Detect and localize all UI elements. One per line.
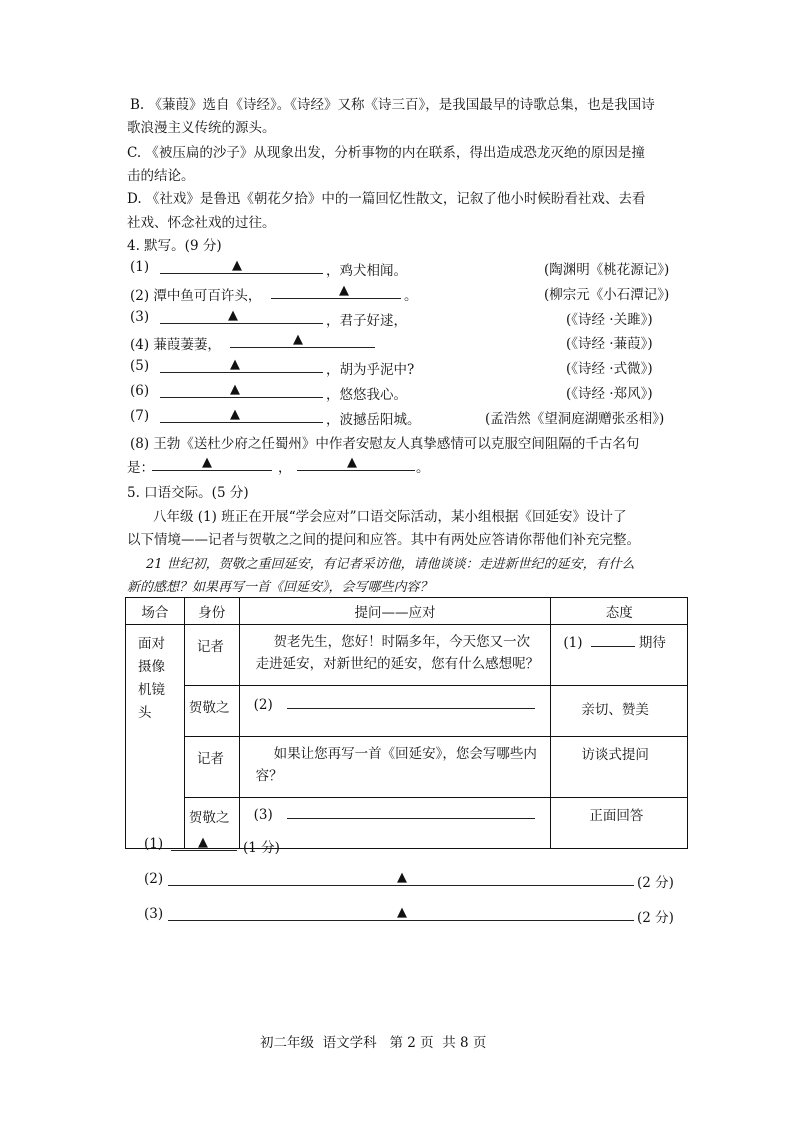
option-b-line1: B. 《蒹葭》选自《诗经》。《诗经》又称《诗三百》，是我国最早的诗歌总集，也是我国诗	[130, 97, 655, 113]
dialog-text: 贺老先生，您好！时隔多年，今天您又一次走进延安，对新世纪的延安，您有什么感想呢？	[255, 634, 540, 672]
dialog-text: 如果让您再写一首《回延安》，您会写哪些内容？	[255, 746, 537, 784]
answer-2-score: (2 分)	[637, 875, 674, 891]
table-row	[126, 686, 688, 737]
answer-3-num: (3)	[144, 906, 164, 922]
triangle-icon: ▲	[347, 455, 357, 470]
q4-item-num: (3)	[130, 309, 150, 325]
option-d-line2: 社戏、怀念社戏的过往。	[127, 215, 276, 231]
answer-1-score: (1 分)	[243, 840, 280, 856]
attitude-cell: 正面回答	[551, 798, 688, 849]
fill-blank[interactable]	[160, 357, 323, 373]
q4-item-num: (4) 蒹葭萋萋，	[130, 337, 221, 353]
q4-item-8-line1: (8) 王勃《送杜少府之任蜀州》中作者安慰友人真挚感情可以克服空间阻隔的千古名句	[130, 436, 640, 452]
page-footer: 初二年级 语文学科 第 2 页 共 8 页	[260, 1035, 487, 1051]
fill-blank[interactable]	[160, 407, 323, 423]
table-header-cell: 态度	[551, 598, 688, 625]
fill-blank[interactable]	[271, 283, 401, 299]
role-cell: 贺敬之	[184, 798, 239, 849]
triangle-icon: ▲	[339, 283, 349, 298]
occasion-cell: 面对摄像机镜头	[126, 625, 185, 849]
q4-item-8-end: 。	[416, 460, 430, 476]
dialog-cell	[239, 798, 551, 849]
triangle-icon: ▲	[202, 455, 212, 470]
q4-item-text: ，君子好逑，	[326, 313, 407, 329]
fill-blank[interactable]	[160, 382, 323, 398]
triangle-icon: ▲	[397, 905, 407, 920]
triangle-icon: ▲	[293, 332, 303, 347]
table-row	[126, 737, 688, 798]
fill-blank[interactable]	[160, 308, 323, 324]
option-d-line1: D. 《社戏》是鲁迅《朝花夕拾》中的一篇回忆性散文，记叙了他小时候盼看社戏、去看	[127, 191, 646, 207]
fill-blank[interactable]	[168, 905, 634, 921]
dialog-cell	[239, 625, 551, 686]
role-cell: 记者	[184, 737, 239, 798]
q4-item-num: (7)	[130, 408, 150, 424]
q4-item-source: (柳宗元《小石潭记》)	[544, 287, 670, 303]
triangle-icon: ▲	[198, 835, 208, 850]
triangle-icon: ▲	[397, 870, 407, 885]
dialog-cell	[239, 737, 551, 798]
triangle-icon: ▲	[228, 308, 238, 323]
q4-item-source: (《诗经 ·郑风》)	[566, 386, 653, 402]
attitude-text: 期待	[638, 635, 666, 651]
option-c-line1: C. 《被压扁的沙子》从现象出发，分析事物的内在联系，得出造成恐龙灭绝的原因是撞	[127, 145, 645, 161]
q4-item-text: ，胡为乎泥中?	[326, 362, 415, 378]
attitude-cell: 亲切、赞美	[551, 686, 688, 737]
q4-item-source: (《诗经 ·关雎》)	[566, 312, 653, 328]
triangle-icon: ▲	[230, 407, 240, 422]
q5-scene-line1: 21 世纪初，贺敬之重回延安，有记者采访他，请他谈谈：走进新世纪的延安，有什么	[146, 557, 635, 572]
triangle-icon: ▲	[230, 382, 240, 397]
fill-blank[interactable]	[168, 870, 634, 886]
q4-item-text: ，波撼岳阳城。	[326, 412, 421, 428]
attitude-prefix: (1)	[563, 635, 583, 651]
attitude-cell: 访谈式提问	[551, 737, 688, 798]
triangle-icon: ▲	[232, 258, 242, 273]
attitude-blank[interactable]	[591, 634, 635, 647]
q4-item-num: (5)	[130, 358, 150, 374]
q4-item-num: (6)	[130, 383, 150, 399]
fill-blank[interactable]	[297, 455, 415, 471]
role-cell: 记者	[184, 625, 239, 686]
fill-blank[interactable]	[160, 258, 323, 274]
dialog-text: (3)	[253, 807, 273, 823]
fill-blank[interactable]	[152, 455, 272, 471]
fill-blank[interactable]	[171, 835, 237, 851]
table-header-cell: 场合	[126, 598, 185, 625]
q4-item-source: (《诗经 ·蒹葭》)	[566, 336, 653, 352]
answer-1-num: (1)	[144, 836, 164, 852]
q4-item-text: ，鸡犬相闻。	[326, 263, 407, 279]
q4-item-source: (孟浩然《望洞庭湖赠张丞相》)	[485, 411, 665, 427]
q4-title: 4. 默写。(9 分)	[127, 238, 222, 254]
q4-item-num: (1)	[130, 259, 150, 275]
dialog-text: (2)	[253, 697, 273, 713]
q5-scene-line2: 新的感想？如果再写一首《回延安》，会写哪些内容？	[127, 580, 433, 595]
q5-title: 5. 口语交际。(5 分)	[127, 485, 249, 501]
q4-item-8-prefix: 是：	[127, 460, 154, 476]
q4-item-source: (陶渊明《桃花源记》)	[544, 262, 670, 278]
q4-item-text: 。	[404, 288, 418, 304]
answer-2-num: (2)	[144, 871, 164, 887]
option-c-line2: 击的结论。	[127, 168, 195, 184]
q4-item-source: (《诗经 ·式微》)	[566, 361, 653, 377]
answer-blank[interactable]	[287, 696, 535, 709]
fill-blank[interactable]	[230, 332, 375, 348]
option-b-line2: 歌浪漫主义传统的源头。	[127, 120, 276, 136]
q4-item-num: (2) 潭中鱼可百许头，	[130, 288, 262, 304]
table-header-cell: 提问——应对	[239, 598, 551, 625]
answer-3-score: (2 分)	[637, 910, 674, 926]
q4-item-text: ，悠悠我心。	[326, 387, 407, 403]
table-row	[126, 625, 688, 686]
table-header-cell: 身份	[184, 598, 239, 625]
attitude-cell	[551, 625, 688, 686]
dialog-table	[125, 597, 688, 849]
q4-item-8-comma: ，	[278, 460, 292, 476]
role-cell: 贺敬之	[184, 686, 239, 737]
answer-blank[interactable]	[287, 806, 535, 819]
q5-intro-line1: 八年级 (1) 班正在开展“学会应对”口语交际活动，某小组根据《回延安》设计了	[153, 509, 627, 525]
triangle-icon: ▲	[230, 357, 240, 372]
dialog-cell	[239, 686, 551, 737]
table-header-row	[126, 598, 688, 625]
q5-intro-line2: 以下情境——记者与贺敬之之间的提问和应答。其中有两处应答请你帮他们补充完整。	[127, 532, 640, 548]
